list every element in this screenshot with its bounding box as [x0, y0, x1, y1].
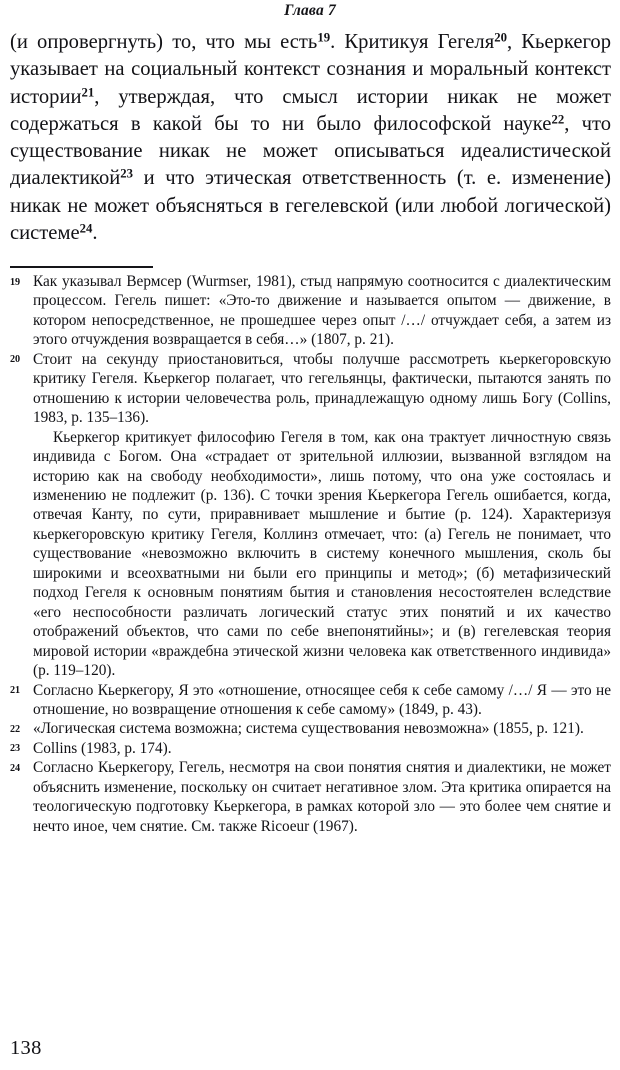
footnote-20-continuation: [10, 428, 611, 681]
footnote-text: Стоит на секунду приостановиться, чтобы получше рассмотреть кьеркегоровскую критику Гегеля. Кьеркегор полагает, что гегельянцы, фактически, пытаются занять по отношению к истории человечества роль, принадлежащую одному лишь Богу (Collins, 1983, p. 135–136).: [33, 350, 611, 427]
footnote-ref-23[interactable]: 23: [120, 166, 134, 181]
footnote-ref-20[interactable]: 20: [494, 30, 507, 45]
footnotes-block: [10, 272, 611, 836]
running-head: Глава 7: [284, 2, 336, 19]
body-text-block: [10, 29, 611, 247]
footnote-ref-21[interactable]: 21: [81, 84, 95, 99]
body-paragraph: [10, 29, 611, 247]
footnote-number: 23: [10, 743, 20, 755]
body-segment-2: . Критикуя Гегеля: [330, 31, 495, 53]
body-segment-7: .: [92, 222, 98, 245]
body-segment-3: , Кьеркегор указывает на социальный контекст сознания и моральный контекст истории: [10, 31, 611, 108]
footnote-23: [10, 739, 611, 758]
footnote-number: 19: [10, 276, 20, 288]
footnote-text: Как указывал Вермсер (Wurmser, 1981), стыд напрямую соотносится с диалектическим процессом. Гегель пишет: «Это-то движение и называется опытом — движение, в котором непосредственное, не прошедшее через опыт /…/ отчуждает себя, а затем из этого отчуждения возвращается в себя…» (1807, p. 21).: [33, 273, 611, 349]
footnote-text: Согласно Кьеркегору, Гегель, несмотря на свои понятия снятия и диалектики, не может объяснить изменение, поскольку он считает негативное злом. Эта критика опирается на теологическую подготовку Кьеркегора, в рамках которой зло — это более чем снятие и нечто иное, чем снятие. См. также Ricoeur (1967).: [33, 759, 611, 835]
footnote-21: [10, 681, 611, 720]
footnote-text: Кьеркегор критикует философию Гегеля в том, как она трактует личностную связь индивида с Богом. Она «страдает от зрительной иллюзии, вызванной взглядом на историю как на свободу необходимости», лишь потому, что она уже состоялась и изменению не подлежит (p. 136). С точки зрения Кьеркегора Гегель ошибается, когда, отвечая Канту, по сути, приравнивает мышление и бытие (p. 124). Характеризуя кьеркегоровскую критику Гегеля, Коллинз отмечает, что: (а) Гегель не понимает, что существование «невозможно включить в систему конечного мышления, сколь бы широкими и всеохватными ни были его принципы и метод»; (б) метафизический подход Гегеля к основным понятиям бытия и становления несостоятелен вследствие «его неспособности различать логический статус этих понятий и их качество отображений объектов, что сами по себе внепонятийны»; и (в) гегелевская теория мировой истории «враждебна этической жизни человека как ответственного индивида» (p. 119–120).: [33, 428, 611, 680]
footnote-text: «Логическая система возможна; система существования невозможна» (1855, p. 121).: [33, 720, 584, 738]
footnote-number: 24: [10, 762, 20, 774]
footnote-ref-22[interactable]: 22: [551, 112, 565, 127]
footnote-text: Collins (1983, p. 174).: [33, 739, 172, 757]
footnote-number: 20: [10, 354, 20, 366]
footnote-number: 22: [10, 723, 20, 735]
footnote-ref-19[interactable]: 19: [317, 30, 331, 45]
footnote-text: Согласно Кьеркегору, Я это «отношение, относящее себя к себе самому /…/ Я — это не отношение, но возвращение отношения к себе самому» (1849, p. 43).: [33, 681, 611, 718]
footnote-separator-rule: [10, 266, 153, 268]
body-segment-5: , что существование никак не может описываться идеалистической диалектикой: [10, 112, 611, 190]
footnote-number: 21: [10, 685, 20, 697]
page-number: 138: [10, 1037, 42, 1059]
footnote-ref-24[interactable]: 24: [79, 221, 93, 236]
body-segment-1: (и опровергнуть) то, что мы есть: [10, 31, 318, 53]
footnote-24: [10, 758, 611, 836]
footnote-20: [10, 350, 611, 428]
footnote-19: [10, 272, 611, 350]
body-segment-4: , утверждая, что смысл истории никак не может содержаться в какой бы то ни было философской науке: [10, 85, 611, 135]
body-segment-6: и что этическая ответственность (т. е. изменение) никак не может объясняться в гегелевской (или любой логической) системе: [10, 167, 611, 245]
footnote-22: [10, 719, 611, 738]
